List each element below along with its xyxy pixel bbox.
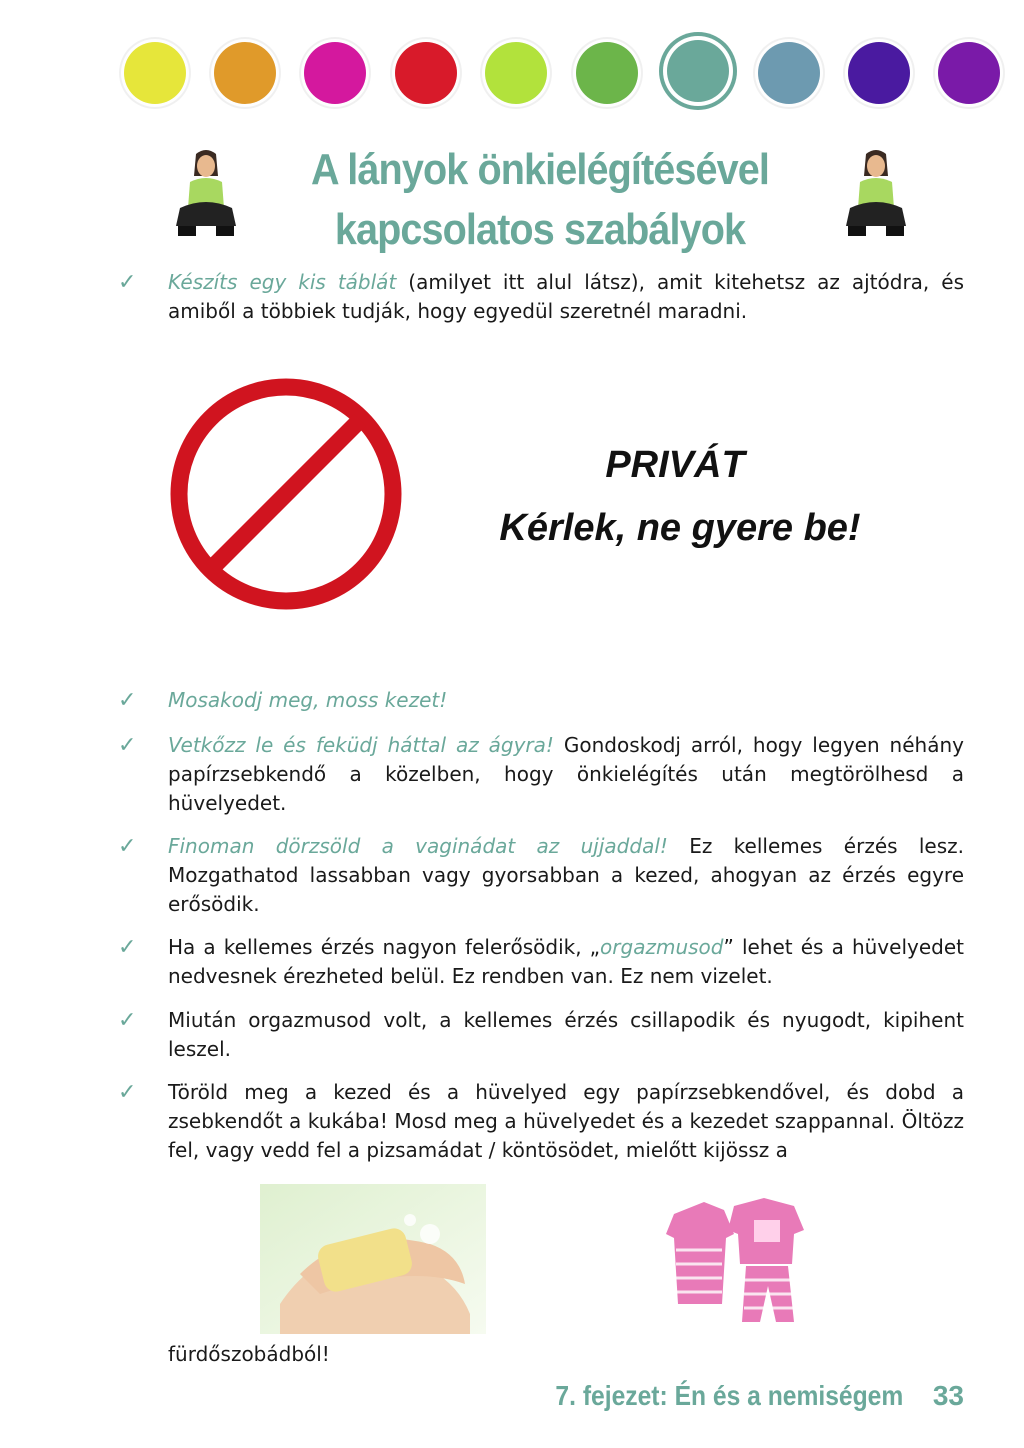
highlight-text: Vetkőzz le és feküdj háttal az ágyra!	[168, 733, 554, 757]
sign-title: PRIVÁT	[605, 444, 745, 486]
check-icon: ✓	[118, 834, 137, 859]
body-text: Gondoskodj arról, hogy legyen néhány papírzsebkendő a közelben, hogy önkielégítés után megtörölhesd a hüvelyedet.	[168, 733, 964, 815]
sitting-girl-icon	[840, 146, 912, 242]
body-text: ” lehet és a hüvelyedet nedvesnek érezheted belül. Ez rendben van. Ez nem vizelet.	[168, 935, 964, 988]
highlight-text: Készíts egy kis táblát	[168, 270, 397, 294]
sitting-girl-icon	[170, 146, 242, 242]
highlight-text: Mosakodj meg, moss kezet!	[168, 688, 448, 712]
page-title-line-1: A lányok önkielégítésével	[310, 145, 770, 194]
color-dot-green	[576, 42, 638, 104]
check-icon: ✓	[118, 733, 137, 758]
highlight-text: Finoman dörzsöld a vaginádat az ujjaddal!	[168, 834, 668, 858]
soap-hands-photo	[260, 1184, 486, 1334]
color-dot-teal-active	[663, 36, 733, 106]
color-dot-steel-blue	[758, 42, 820, 104]
sign-subtitle: Kérlek, ne gyere be!	[499, 507, 861, 549]
prohibition-sign-icon	[166, 374, 406, 614]
body-text: (amilyet itt alul látsz), amit kitehetsz az ajtódra, és amiből a többiek tudják, hogy egyedül szeretnél maradni.	[168, 270, 965, 323]
color-dot-indigo	[848, 42, 910, 104]
list-item	[118, 1006, 964, 1064]
list-item	[118, 731, 964, 818]
highlight-text: orgazmusod	[600, 935, 724, 959]
color-dot-purple	[938, 42, 1000, 104]
list-item	[118, 268, 964, 326]
pajamas-photo	[664, 1194, 806, 1326]
body-text: Ez kellemes érzés lesz. Mozgathatod lassabban vagy gyorsabban a kezed, ahogyan az érzés egyre erősödik.	[168, 834, 965, 916]
color-dot-orange	[214, 42, 276, 104]
chapter-title: 7. fejezet: Én és a nemiségem	[554, 1380, 903, 1411]
list-item	[118, 832, 964, 919]
check-icon: ✓	[118, 270, 137, 295]
color-dot-yellow	[124, 42, 186, 104]
page-footer	[508, 1376, 964, 1416]
page-title	[279, 140, 801, 260]
color-dots-row	[0, 0, 1024, 120]
check-icon: ✓	[118, 688, 137, 713]
body-text: Miután orgazmusod volt, a kellemes érzés csillapodik és nyugodt, kipihent leszel.	[168, 1008, 964, 1061]
list-item	[118, 686, 964, 715]
list-item	[118, 933, 964, 991]
check-icon: ✓	[118, 935, 137, 960]
check-icon: ✓	[118, 1008, 137, 1033]
page-title-line-2: kapcsolatos szabályok	[334, 205, 746, 254]
color-dot-magenta	[304, 42, 366, 104]
list-item	[118, 1078, 964, 1165]
page-number: 33	[932, 1380, 964, 1411]
body-text: Töröld meg a kezed és a hüvelyed egy papírzsebkendővel, és dobd a zsebkendőt a kukába! Mosd meg a hüvelyedet és a kezedet szappannal. Öltözz fel, vagy vedd fel a pizsamádat / köntösödet, mielőtt kijössz a	[168, 1080, 964, 1162]
color-dot-red	[395, 42, 457, 104]
check-icon: ✓	[118, 1080, 137, 1105]
trailing-text: fürdőszobádból!	[168, 1342, 330, 1366]
color-dot-lime	[485, 42, 547, 104]
body-text: Ha a kellemes érzés nagyon felerősödik, „	[168, 935, 601, 959]
